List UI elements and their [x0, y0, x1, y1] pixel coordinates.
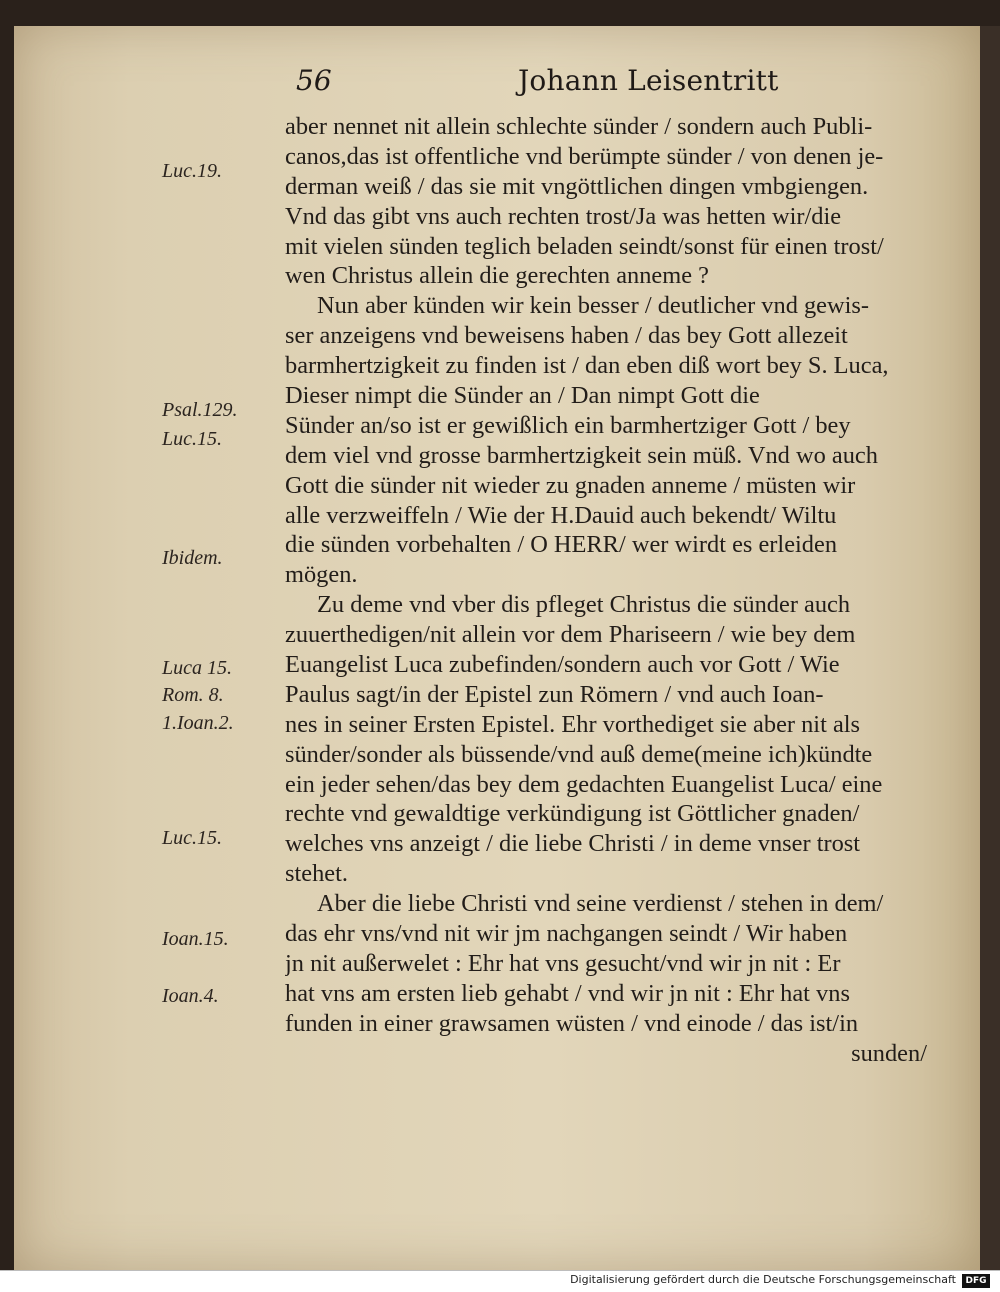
text-line: canos,das ist offentliche vnd berümpte sünder / von denen je-: [285, 142, 884, 170]
dfg-logo: DFG: [962, 1274, 990, 1288]
margin-reference: Luc.19.: [162, 160, 222, 182]
margin-reference: Ibidem.: [162, 547, 223, 569]
text-line: wen Christus allein die gerechten anneme ?: [285, 262, 709, 290]
text-line: Nun aber künden wir kein besser / deutlicher vnd gewis-: [317, 292, 870, 320]
margin-reference: Luc.15.: [162, 428, 222, 450]
margin-reference: Rom. 8.: [162, 684, 224, 706]
text-line: Dieser nimpt die Sünder an / Dan nimpt Gott die: [285, 382, 760, 410]
text-line: das ehr vns/vnd nit wir jm nachgangen seindt / Wir haben: [285, 920, 848, 948]
margin-reference: Psal.129.: [162, 399, 238, 421]
margin-reference: Ioan.15.: [162, 928, 229, 950]
body-text: [285, 112, 935, 1069]
text-line: derman weiß / das sie mit vngöttlichen dingen vmbgiengen.: [285, 172, 869, 200]
page-edge-shadow: [980, 26, 1000, 1270]
margin-reference: Ioan.4.: [162, 985, 219, 1007]
text-line: jn nit außerwelet : Ehr hat vns gesucht/vnd wir jn nit : Er: [285, 949, 841, 977]
text-line: zuuerthedigen/nit allein vor dem Phariseern / wie bey dem: [285, 621, 856, 649]
text-line: Paulus sagt/in der Epistel zun Römern / vnd auch Ioan-: [285, 680, 824, 708]
text-line: mit vielen sünden teglich beladen seindt/sonst für einen trost/: [285, 232, 884, 260]
text-line: Gott die sünder nit wieder zu gnaden anneme / müsten wir: [285, 471, 856, 499]
text-line: funden in einer grawsamen wüsten / vnd einode / das ist/in: [285, 1009, 859, 1037]
text-line: barmhertzigkeit zu finden ist / dan eben diß wort bey S. Luca,: [285, 352, 889, 380]
text-line: sünder/sonder als büssende/vnd auß deme(meine ich)kündte: [285, 740, 873, 768]
running-title: Johann Leisentritt: [518, 64, 779, 97]
text-line: alle verzweiffeln / Wie der H.Dauid auch bekendt/ Wiltu: [285, 501, 837, 529]
text-line: Sünder an/so ist er gewißlich ein barmhertziger Gott / bey: [285, 411, 851, 439]
text-line: die sünden vorbehalten / O HERR/ wer wirdt es erleiden: [285, 531, 838, 559]
text-line: dem viel vnd grosse barmhertzigkeit sein müß. Vnd wo auch: [285, 441, 878, 469]
text-line: ein jeder sehen/das bey dem gedachten Euangelist Luca/ eine: [285, 770, 883, 798]
text-line: stehet.: [285, 860, 348, 888]
text-line: sunden/: [851, 1039, 927, 1067]
text-line: mögen.: [285, 561, 358, 589]
text-line: ser anzeigens vnd beweisens haben / das bey Gott allezeit: [285, 322, 848, 350]
page-number: 56: [296, 64, 332, 97]
text-line: hat vns am ersten lieb gehabt / vnd wir jn nit : Ehr hat vns: [285, 979, 850, 1007]
margin-reference: Luc.15.: [162, 827, 222, 849]
text-line: Zu deme vnd vber dis pfleget Christus die sünder auch: [317, 591, 851, 619]
text-line: aber nennet nit allein schlechte sünder / sondern auch Publi-: [285, 113, 873, 140]
margin-reference: Luca 15.: [162, 657, 232, 679]
text-line: Euangelist Luca zubefinden/sondern auch vor Gott / Wie: [285, 651, 840, 679]
text-line: welches vns anzeigt / die liebe Christi / in deme vnser trost: [285, 830, 861, 858]
footer-credit: Digitalisierung gefördert durch die Deutsche Forschungsgemeinschaft: [570, 1273, 956, 1286]
page-header: [296, 64, 816, 104]
margin-reference: 1.Ioan.2.: [162, 712, 234, 734]
text-line: nes in seiner Ersten Epistel. Ehr vorthediget sie aber nit als: [285, 710, 861, 738]
footer-bar: [0, 1270, 1000, 1292]
text-line: Aber die liebe Christi vnd seine verdienst / stehen in dem/: [317, 890, 884, 918]
text-line: rechte vnd gewaldtige verkündigung ist Göttlicher gnaden/: [285, 800, 860, 828]
text-line: Vnd das gibt vns auch rechten trost/Ja was hetten wir/die: [285, 202, 842, 230]
